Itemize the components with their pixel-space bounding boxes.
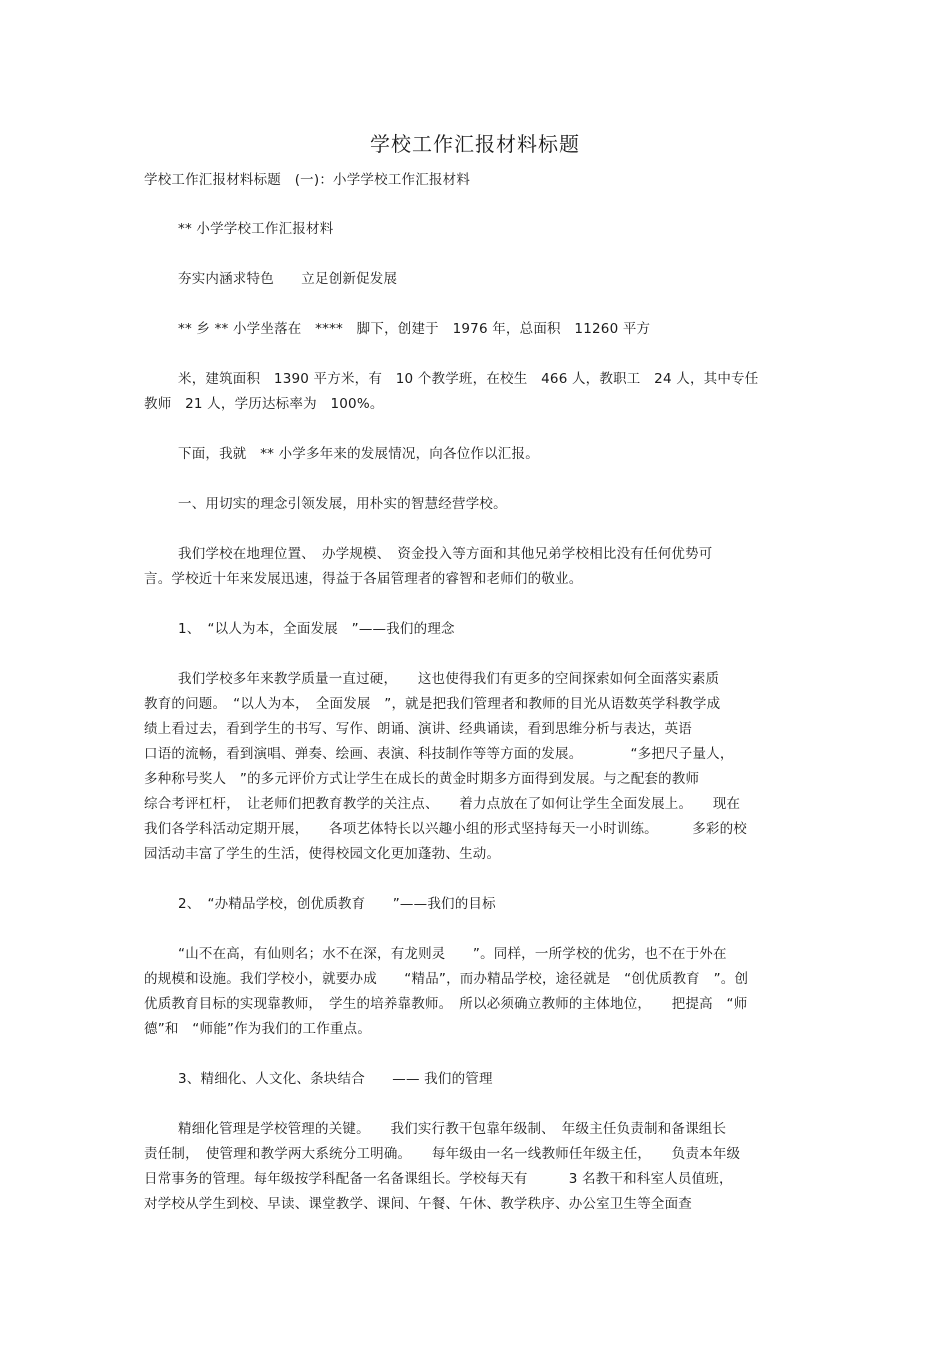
paragraph-line: 园活动丰富了学生的生活，使得校园文化更加蓬勃、生动。 bbox=[144, 846, 501, 862]
paragraph-line: 米，建筑面积 1390 平方米，有 10 个教学班，在校生 466 人，教职工 24 人，其中专任 bbox=[178, 371, 759, 387]
paragraph-line: 我们学校多年来教学质量一直过硬， 这也使得我们有更多的空间探索如何全面落实素质 bbox=[178, 671, 720, 687]
paragraph-line: 教育的问题。 “以人为本， 全面发展 ”，就是把我们管理者和教师的目光从语数英学科教学成 bbox=[144, 696, 721, 712]
slogan-line: 夯实内涵求特色 立足创新促发展 bbox=[178, 271, 398, 287]
heading-line: ** 小学学校工作汇报材料 bbox=[178, 221, 334, 237]
paragraph-line: 的规模和设施。我们学校小，就要办成 “精品”，而办精品学校，途径就是 “创优质教育 ”。创 bbox=[144, 971, 749, 987]
paragraph-line: 我们学校在地理位置、 办学规模、 资金投入等方面和其他兄弟学校相比没有任何优势可 bbox=[178, 546, 713, 562]
paragraph-line: 精细化管理是学校管理的关键。 我们实行教干包靠年级制、 年级主任负责制和备课组长 bbox=[178, 1121, 727, 1137]
paragraph-line: 日常事务的管理。每年级按学科配备一名备课组长。学校每天有 3 名教干和科室人员值班， bbox=[144, 1171, 733, 1187]
paragraph-line: “山不在高，有仙则名；水不在深，有龙则灵 ”。同样，一所学校的优劣，也不在于外在 bbox=[178, 946, 727, 962]
paragraph-line: 综合考评杠杆， 让老师们把教育教学的关注点、 着力点放在了如何让学生全面发展上。 现在 bbox=[144, 796, 741, 812]
subsection-heading: 3、精细化、人文化、条块结合 —— 我们的管理 bbox=[178, 1071, 493, 1087]
paragraph-line: 我们各学科活动定期开展， 各项艺体特长以兴趣小组的形式坚持每天一小时训练。 多彩的校 bbox=[144, 821, 747, 837]
paragraph-line: 下面，我就 ** 小学多年来的发展情况，向各位作以汇报。 bbox=[178, 446, 539, 462]
subsection-heading: 1、 “以人为本，全面发展 ”——我们的理念 bbox=[178, 621, 455, 637]
section-heading: 一、用切实的理念引领发展，用朴实的智慧经营学校。 bbox=[178, 496, 507, 512]
paragraph-line: 优质教育目标的实现靠教师， 学生的培养靠教师。 所以必须确立教师的主体地位， 把提高 “师 bbox=[144, 996, 748, 1012]
paragraph-line: ** 乡 ** 小学坐落在 **** 脚下，创建于 1976 年，总面积 11260 平方 bbox=[178, 321, 651, 337]
document-title: 学校工作汇报材料标题 bbox=[370, 132, 580, 156]
paragraph-line: 绩上看过去，看到学生的书写、写作、朗诵、演讲、经典诵读，看到思维分析与表达，英语 bbox=[144, 721, 692, 737]
paragraph-line: 多种称号奖人 ”的多元评价方式让学生在成长的黄金时期多方面得到发展。与之配套的教师 bbox=[144, 771, 700, 787]
paragraph-line: 教师 21 人，学历达标率为 100%。 bbox=[144, 396, 384, 412]
paragraph-line: 言。学校近十年来发展迅速，得益于各届管理者的睿智和老师们的敬业。 bbox=[144, 571, 583, 587]
subtitle-line: 学校工作汇报材料标题 (一)：小学学校工作汇报材料 bbox=[144, 172, 471, 188]
paragraph-line: 口语的流畅，看到演唱、弹奏、绘画、表演、科技制作等等方面的发展。 “多把尺子量人， bbox=[144, 746, 734, 762]
paragraph-line: 德”和 “师能”作为我们的工作重点。 bbox=[144, 1021, 372, 1037]
paragraph-line: 责任制， 使管理和教学两大系统分工明确。 每年级由一名一线教师任年级主任， 负责本年级 bbox=[144, 1146, 741, 1162]
subsection-heading: 2、 “办精品学校，创优质教育 ”——我们的目标 bbox=[178, 896, 496, 912]
paragraph-line: 对学校从学生到校、早读、课堂教学、课间、午餐、午休、教学秩序、办公室卫生等全面查 bbox=[144, 1196, 692, 1212]
